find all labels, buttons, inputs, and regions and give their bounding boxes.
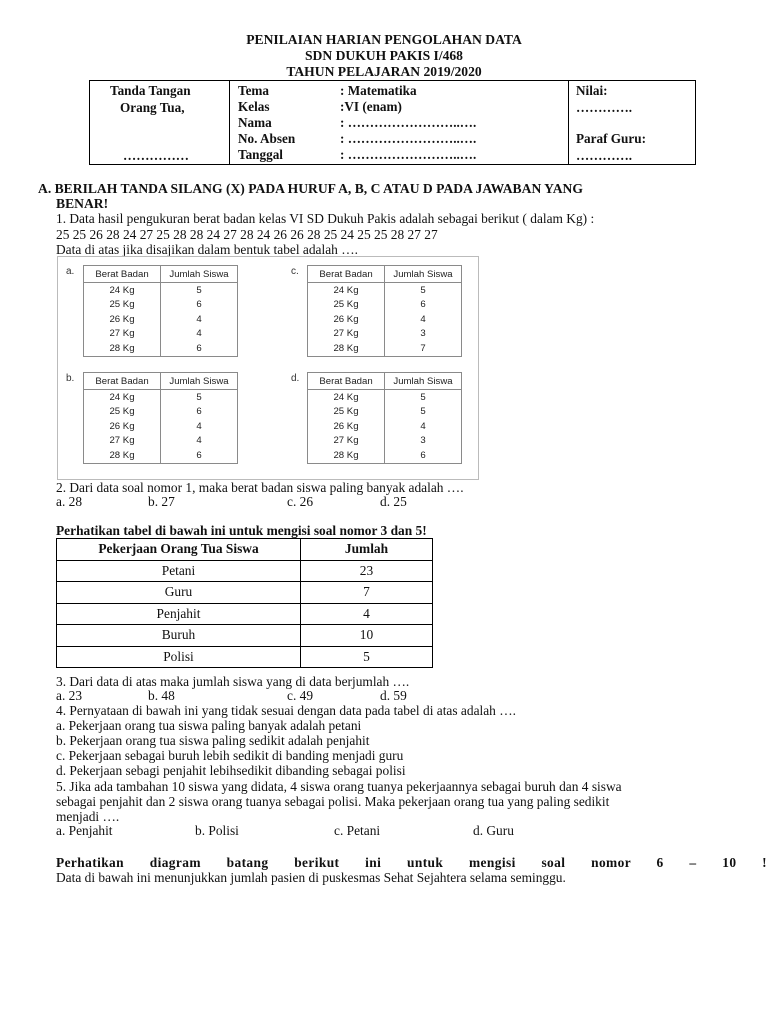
no-absen-field[interactable]: : ……………………..…. xyxy=(340,131,477,146)
table-header: Jumlah Siswa xyxy=(161,373,238,390)
table-cell: 25 Kg xyxy=(308,298,385,313)
q2-choice-d[interactable]: d. 25 xyxy=(380,494,407,509)
paraf-guru-label: Paraf Guru: xyxy=(576,131,646,146)
q5-choice-a[interactable]: a. Penjahit xyxy=(56,823,113,838)
option-c-letter[interactable]: c. xyxy=(291,266,299,277)
student-info-box xyxy=(89,80,696,165)
signature-field[interactable]: …………… xyxy=(123,148,189,163)
table-header: Berat Badan xyxy=(84,373,161,390)
option-b-table[interactable] xyxy=(83,372,238,464)
nama-label: Nama xyxy=(238,115,272,130)
tema-value: : Matematika xyxy=(340,83,417,98)
table-row xyxy=(57,603,433,625)
table-cell: 7 xyxy=(385,341,462,356)
diagram-description: Data di bawah ini menunjukkan jumlah pasien di puskesmas Sehat Sejahtera selama seminggu. xyxy=(56,870,566,885)
tanggal-field[interactable]: : ……………………..…. xyxy=(340,147,477,162)
table-cell: 27 Kg xyxy=(308,434,385,449)
q4-choice-b[interactable]: b. Pekerjaan orang tua siswa paling sedikit adalah penjahit xyxy=(56,733,370,748)
table-cell: 25 Kg xyxy=(308,405,385,420)
table-cell: 25 Kg xyxy=(84,298,161,313)
q3-choice-c[interactable]: c. 49 xyxy=(287,688,314,703)
q5-choice-b[interactable]: b. Polisi xyxy=(195,823,239,838)
table-row xyxy=(57,646,433,668)
table-header: Jumlah Siswa xyxy=(385,373,462,390)
nama-field[interactable]: : ……………………..…. xyxy=(340,115,477,130)
table-header: Jumlah xyxy=(301,539,433,561)
table-cell: 6 xyxy=(385,298,462,313)
table-cell: 7 xyxy=(301,582,433,604)
table-cell: 24 Kg xyxy=(308,283,385,298)
q3-choice-b[interactable]: b. 48 xyxy=(148,688,175,703)
table-cell: 28 Kg xyxy=(308,341,385,356)
table-cell: 6 xyxy=(161,448,238,463)
paraf-guru-field[interactable]: …………. xyxy=(576,148,633,163)
section-a-heading: A. BERILAH TANDA SILANG (X) PADA HURUF A, B, C ATAU D PADA JAWABAN YANG xyxy=(38,181,583,196)
title-line-2: SDN DUKUH PAKIS I/468 xyxy=(305,48,463,63)
table-cell: 5 xyxy=(385,283,462,298)
question-1-prompt: Data di atas jika disajikan dalam bentuk tabel adalah …. xyxy=(56,242,358,257)
no-absen-label: No. Absen xyxy=(238,131,296,146)
question-4-text: 4. Pernyataan di bawah ini yang tidak sesuai dengan data pada tabel di atas adalah …. xyxy=(56,703,516,718)
table-cell: Guru xyxy=(57,582,301,604)
table-cell: 3 xyxy=(385,327,462,342)
option-c-table[interactable] xyxy=(307,265,462,357)
table-cell: 4 xyxy=(385,419,462,434)
diagram-intro: Perhatikan diagram batang berikut ini untuk mengisi soal nomor 6 – 10 ! xyxy=(56,855,768,870)
tema-label: Tema xyxy=(238,83,270,98)
question-1-text: 1. Data hasil pengukuran berat badan kelas VI SD Dukuh Pakis adalah sebagai berikut ( dalam Kg) : xyxy=(56,211,595,226)
table-header: Pekerjaan Orang Tua Siswa xyxy=(57,539,301,561)
table-row xyxy=(57,560,433,582)
table-cell: 27 Kg xyxy=(308,327,385,342)
q4-choice-a[interactable]: a. Pekerjaan orang tua siswa paling banyak adalah petani xyxy=(56,718,362,733)
table-header: Berat Badan xyxy=(308,266,385,283)
table-cell: Penjahit xyxy=(57,603,301,625)
nilai-field[interactable]: …………. xyxy=(576,100,633,115)
table-cell: Buruh xyxy=(57,625,301,647)
table-cell: 28 Kg xyxy=(308,448,385,463)
table-cell: 26 Kg xyxy=(84,419,161,434)
table-cell: 27 Kg xyxy=(84,434,161,449)
table-cell: 28 Kg xyxy=(84,341,161,356)
table-row xyxy=(57,582,433,604)
option-d-letter[interactable]: d. xyxy=(291,373,300,384)
jobs-table xyxy=(56,538,433,668)
question-5-text-end: menjadi …. xyxy=(56,809,120,824)
tanggal-label: Tanggal xyxy=(238,147,283,162)
question-5-text-cont: sebagai penjahit dan 2 siswa orang tuanya sebagai polisi. Maka pekerjaan orang tua yang paling sedikit xyxy=(56,794,610,809)
table-cell: 4 xyxy=(301,603,433,625)
q5-choice-d[interactable]: d. Guru xyxy=(473,823,514,838)
table-header: Jumlah Siswa xyxy=(161,266,238,283)
table-cell: 23 xyxy=(301,560,433,582)
q4-choice-d[interactable]: d. Pekerjaan sebagi penjahit lebihsedikit dibanding sebagai polisi xyxy=(56,763,406,778)
title-line-1: PENILAIAN HARIAN PENGOLAHAN DATA xyxy=(246,32,522,47)
kelas-value: :VI (enam) xyxy=(340,99,402,114)
table-cell: 5 xyxy=(161,390,238,405)
table-cell: 4 xyxy=(161,434,238,449)
question-1-options-panel xyxy=(57,256,479,480)
signature-label: Tanda Tangan xyxy=(110,83,191,98)
option-b-letter[interactable]: b. xyxy=(66,373,75,384)
table-cell: Polisi xyxy=(57,646,301,668)
table-cell: Petani xyxy=(57,560,301,582)
question-1-data: 25 25 26 28 24 27 25 28 28 24 27 28 24 26 26 28 25 24 25 25 28 27 27 xyxy=(56,227,438,242)
q3-choice-d[interactable]: d. 59 xyxy=(380,688,407,703)
table-cell: 6 xyxy=(385,448,462,463)
table-cell: 5 xyxy=(385,390,462,405)
table-cell: 28 Kg xyxy=(84,448,161,463)
option-a-letter[interactable]: a. xyxy=(66,266,75,277)
table-cell: 6 xyxy=(161,405,238,420)
kelas-label: Kelas xyxy=(238,99,270,114)
signature-label-2: Orang Tua, xyxy=(120,100,185,115)
table-cell: 4 xyxy=(385,312,462,327)
table-cell: 5 xyxy=(301,646,433,668)
table-cell: 6 xyxy=(161,298,238,313)
option-a-table[interactable] xyxy=(83,265,238,357)
table-cell: 26 Kg xyxy=(84,312,161,327)
table-header: Berat Badan xyxy=(84,266,161,283)
table-cell: 4 xyxy=(161,312,238,327)
q5-choice-c[interactable]: c. Petani xyxy=(334,823,381,838)
jobs-table-intro: Perhatikan tabel di bawah ini untuk mengisi soal nomor 3 dan 5! xyxy=(56,523,427,538)
table-row xyxy=(57,625,433,647)
table-cell: 5 xyxy=(161,283,238,298)
table-cell: 4 xyxy=(161,419,238,434)
q4-choice-c[interactable]: c. Pekerjaan sebagai buruh lebih sedikit di banding menjadi guru xyxy=(56,748,404,763)
q2-choice-a[interactable]: a. 28 xyxy=(56,494,83,509)
q2-choice-b[interactable]: b. 27 xyxy=(148,494,175,509)
q3-choice-a[interactable]: a. 23 xyxy=(56,688,83,703)
nilai-label: Nilai: xyxy=(576,83,608,98)
title-line-3: TAHUN PELAJARAN 2019/2020 xyxy=(286,64,482,79)
question-2-text: 2. Dari data soal nomor 1, maka berat badan siswa paling banyak adalah …. xyxy=(56,480,464,495)
table-cell: 6 xyxy=(161,341,238,356)
question-3-text: 3. Dari data di atas maka jumlah siswa yang di data berjumlah …. xyxy=(56,674,410,689)
table-cell: 24 Kg xyxy=(84,283,161,298)
table-cell: 24 Kg xyxy=(84,390,161,405)
table-cell: 3 xyxy=(385,434,462,449)
table-cell: 10 xyxy=(301,625,433,647)
table-cell: 26 Kg xyxy=(308,312,385,327)
option-d-table[interactable] xyxy=(307,372,462,464)
table-cell: 4 xyxy=(161,327,238,342)
table-cell: 25 Kg xyxy=(84,405,161,420)
question-5-text: 5. Jika ada tambahan 10 siswa yang didata, 4 siswa orang tuanya pekerjaannya sebagai buruh dan 4 siswa xyxy=(56,779,622,794)
section-a-heading-cont: BENAR! xyxy=(56,196,109,211)
table-cell: 5 xyxy=(385,405,462,420)
table-cell: 24 Kg xyxy=(308,390,385,405)
table-header: Jumlah Siswa xyxy=(385,266,462,283)
table-header: Berat Badan xyxy=(308,373,385,390)
table-cell: 26 Kg xyxy=(308,419,385,434)
table-cell: 27 Kg xyxy=(84,327,161,342)
q2-choice-c[interactable]: c. 26 xyxy=(287,494,314,509)
